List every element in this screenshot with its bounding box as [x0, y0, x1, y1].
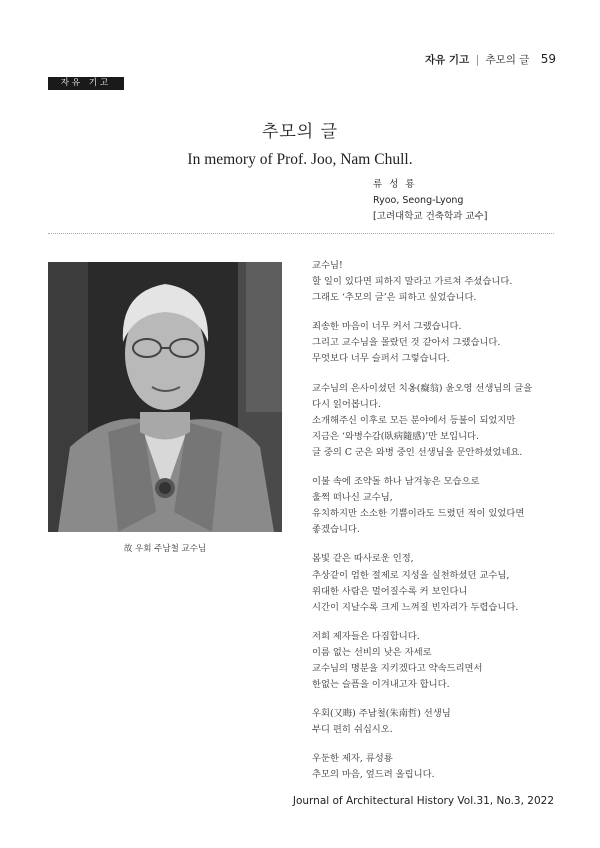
- text-line: 부디 편히 쉬십시오.: [312, 724, 393, 736]
- author-block: [373, 177, 487, 225]
- page-number: 59: [540, 52, 556, 66]
- text-line: 유치하지만 소소한 기쁨이라도 드렸던 적이 있었다면: [312, 508, 525, 520]
- text-line: 글 중의 C 군은 와병 중인 선생님을 문안하셨었네요.: [312, 446, 523, 458]
- page-title-ko: 추모의 글: [261, 122, 339, 142]
- author-name-ko: 류 성 룡: [373, 179, 417, 190]
- text-line: 다시 읽어봅니다.: [312, 398, 381, 410]
- header-section: 자유 기고: [424, 54, 470, 66]
- memorial-paragraph: [312, 474, 562, 538]
- portrait-photo: [48, 262, 282, 532]
- text-line: 저희 제자들은 다짐합니다.: [312, 630, 420, 642]
- text-line: 죄송한 마음이 너무 커서 그랬습니다.: [312, 321, 462, 333]
- text-line: 그리고 교수님을 몰랐던 것 같아서 그랬습니다.: [312, 337, 501, 349]
- text-line: 우둔한 제자, 류성룡: [312, 753, 393, 765]
- text-line: 우회(又晦) 주남철(朱南哲) 선생님: [312, 708, 451, 720]
- photo-caption: 故 우회 주남철 교수님: [123, 544, 207, 554]
- text-line: 봄빛 같은 따사로운 인정,: [312, 553, 414, 565]
- section-divider: [48, 233, 554, 234]
- memorial-paragraph: [312, 706, 562, 738]
- author-affiliation: [고려대학교 건축학과 교수]: [373, 211, 488, 222]
- memorial-paragraph: [312, 381, 562, 461]
- memorial-paragraph: [312, 319, 562, 367]
- page-title-en: In memory of Prof. Joo, Nam Chull.: [187, 151, 413, 168]
- header-separator: |: [475, 54, 480, 66]
- author-name-en: Ryoo, Seong-Lyong: [373, 195, 464, 206]
- memorial-text: [312, 258, 562, 797]
- journal-footer: Journal of Architectural History Vol.31, No.3, 2022: [292, 795, 554, 807]
- memorial-paragraph: [312, 551, 562, 615]
- running-header: [425, 52, 556, 67]
- text-line: 시간이 지날수록 크게 느껴질 빈자리가 두렵습니다.: [312, 601, 519, 613]
- section-tag: 자유 기고: [48, 77, 124, 90]
- text-line: 소개해주신 이후로 모든 분야에서 등불이 되었지만: [312, 414, 516, 426]
- text-line: 추상같이 엄한 절제로 지성을 실천하셨던 교수님,: [312, 569, 510, 581]
- text-line: 무엇보다 너무 슬퍼서 그렇습니다.: [312, 353, 450, 365]
- text-line: 추모의 마음, 엎드려 올립니다.: [312, 769, 435, 781]
- text-line: 할 일이 있다면 피하지 말라고 가르쳐 주셨습니다.: [312, 276, 513, 288]
- text-line: 지금은 ‘와병수감(臥病隨感)’만 보입니다.: [312, 430, 479, 442]
- header-subtitle: 추모의 글: [485, 54, 530, 66]
- memorial-paragraph: [312, 751, 562, 783]
- text-line: 위대한 사람은 멀어질수록 커 보인다니: [312, 585, 468, 597]
- text-line: 교수님의 은사이셨던 치옹(癡翁) 윤오영 선생님의 글을: [312, 382, 533, 394]
- memorial-paragraph: [312, 629, 562, 693]
- text-line: 한없는 슬픔을 이겨내고자 합니다.: [312, 679, 450, 691]
- text-line: 훌쩍 떠나신 교수님,: [312, 492, 393, 504]
- text-line: 이불 속에 조약돌 하나 남겨놓은 모습으로: [312, 476, 480, 488]
- portrait-illustration: [48, 262, 282, 532]
- text-line: 그래도 ‘추모의 글’은 피하고 싶었습니다.: [312, 292, 477, 304]
- text-line: 좋겠습니다.: [312, 524, 360, 536]
- text-line: 이름 없는 선비의 낮은 자세로: [312, 646, 432, 658]
- text-line: 교수님의 명분을 지키겠다고 약속드리면서: [312, 662, 483, 674]
- memorial-paragraph: [312, 258, 562, 306]
- text-line: 교수님!: [312, 260, 343, 271]
